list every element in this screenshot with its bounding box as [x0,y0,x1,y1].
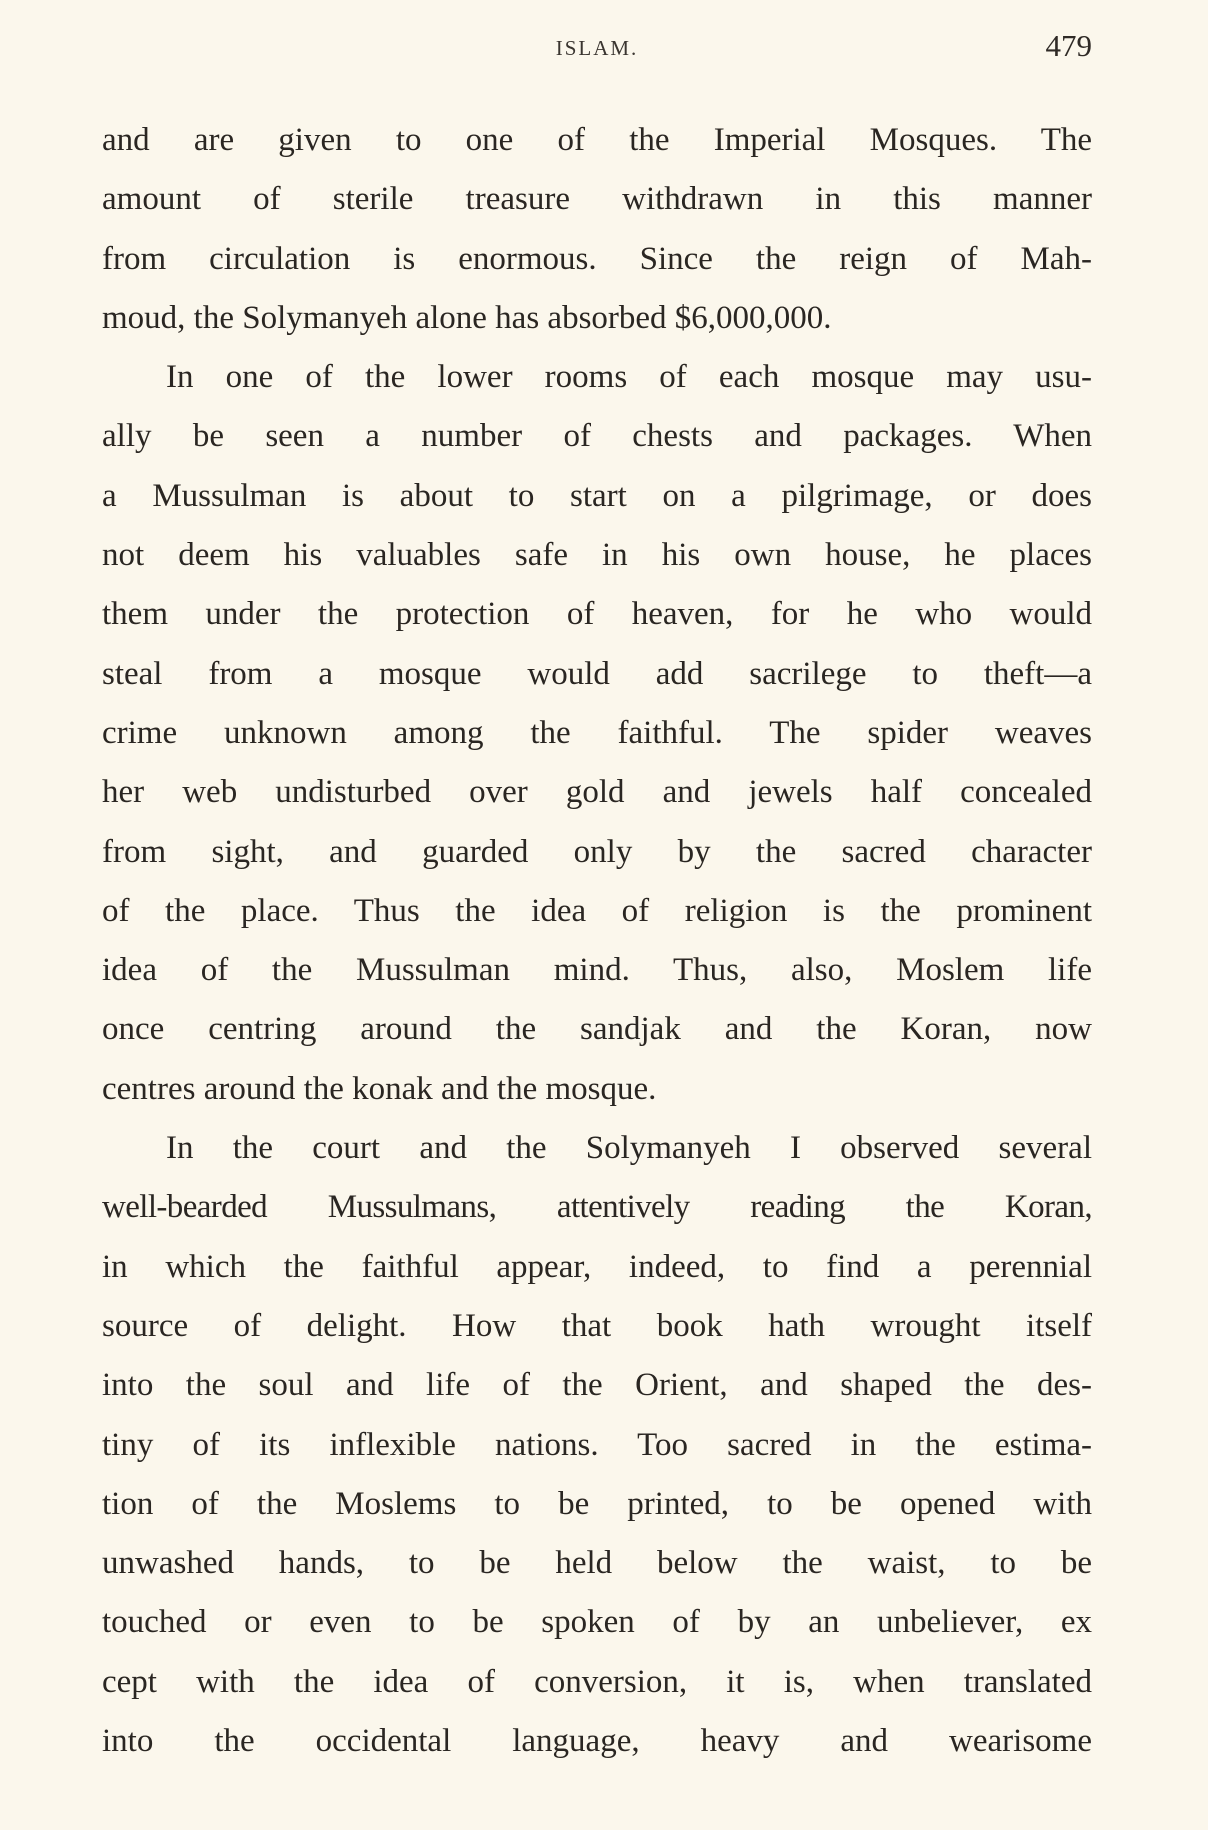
text-line: touched or even to be spoken of by an unbeliever, ex [102,1604,1092,1641]
text-line: moud, the Solymanyeh alone has absorbed $6,000,000. [102,299,832,336]
text-line: not deem his valuables safe in his own house, he places [102,537,1092,574]
text-line: source of delight. How that book hath wrought itself [102,1307,1092,1344]
text-line: a Mussulman is about to start on a pilgrimage, or does [102,477,1092,514]
text-line: idea of the Mussulman mind. Thus, also, Moslem life [102,952,1092,989]
text-line: In the court and the Solymanyeh I observed several [166,1130,1092,1167]
text-line: in which the faithful appear, indeed, to find a perennial [102,1248,1092,1285]
text-line: In one of the lower rooms of each mosque may usu- [166,359,1092,396]
text-line: and are given to one of the Imperial Mosques. The [102,122,1092,158]
text-line: well-bearded Mussulmans, attentively reading the Koran, [102,1189,1092,1226]
text-line: ally be seen a number of chests and packages. When [102,418,1092,455]
text-line: crime unknown among the faithful. The spider weaves [102,714,1092,751]
body-text [102,111,1092,1771]
text-line: tiny of its inflexible nations. Too sacred in the estima- [102,1426,1092,1463]
text-line: them under the protection of heaven, for he who would [102,596,1092,633]
text-line: centres around the konak and the mosque. [102,1070,657,1107]
text-line: into the soul and life of the Orient, and shaped the des- [102,1367,1092,1404]
running-title: ISLAM. [555,36,639,60]
text-line: from circulation is enormous. Since the reign of Mah- [102,240,1092,277]
text-line: into the occidental language, heavy and wearisome [102,1723,1092,1760]
text-line: once centring around the sandjak and the Koran, now [102,1011,1092,1048]
text-line: her web undisturbed over gold and jewels half concealed [102,774,1092,811]
text-line: steal from a mosque would add sacrilege to theft—a [102,655,1092,692]
text-line: amount of sterile treasure withdrawn in this manner [102,181,1092,218]
text-line: tion of the Moslems to be printed, to be opened with [102,1485,1092,1522]
page-number: 479 [1045,28,1092,63]
text-line: of the place. Thus the idea of religion is the prominent [102,892,1092,929]
text-line: cept with the idea of conversion, it is, when translated [102,1663,1092,1700]
text-line: unwashed hands, to be held below the waist, to be [102,1545,1092,1582]
running-head [102,28,1092,68]
text-line: from sight, and guarded only by the sacred character [102,833,1092,870]
